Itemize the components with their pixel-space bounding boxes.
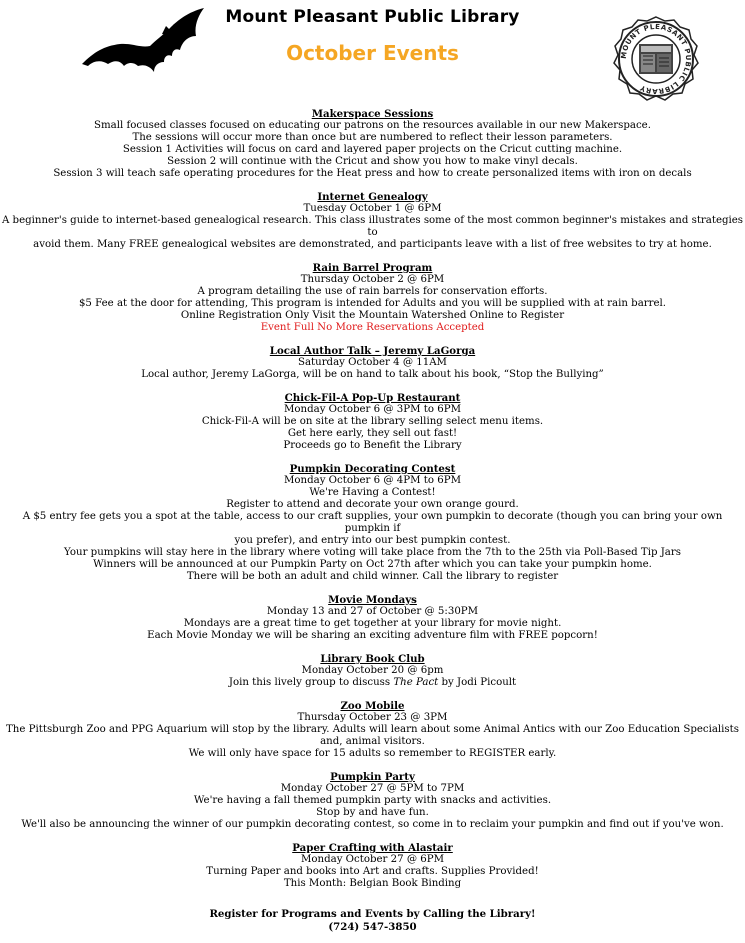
event-chick-fil-a <box>0 392 745 452</box>
event-title: Movie Mondays <box>328 594 417 606</box>
footer <box>0 908 745 934</box>
library-name: Mount Pleasant Public Library <box>225 7 520 27</box>
event-date: Monday October 27 @ 5PM to 7PM <box>280 783 465 794</box>
event-date: Monday 13 and 27 of October @ 5:30PM <box>266 606 479 617</box>
event-line: Online Registration Only Visit the Mountain Watershed Online to Register <box>180 310 565 321</box>
event-title: Library Book Club <box>320 653 425 665</box>
event-line: There will be both an adult and child winner. Call the library to register <box>186 571 559 582</box>
event-line <box>0 677 745 689</box>
event-date: Monday October 20 @ 6pm <box>301 665 444 676</box>
event-line: Local author, Jeremy LaGorga, will be on hand to talk about his book, “Stop the Bullying” <box>141 369 604 380</box>
event-line: Mondays are a great time to get together at your library for movie night. <box>183 618 562 629</box>
event-date: Thursday October 23 @ 3PM <box>297 712 448 723</box>
event-line: Proceeds go to Benefit the Library <box>283 440 462 451</box>
event-paper-crafting <box>0 842 745 890</box>
event-line: Your pumpkins will stay here in the library where voting will take place from the 7th to the 25th via Poll-Based Tip Jars <box>64 547 681 558</box>
event-pumpkin-party <box>0 771 745 831</box>
event-title: Rain Barrel Program <box>312 262 433 274</box>
event-line: We'll also be announcing the winner of our pumpkin decorating contest, so come in to reclaim your pumpkin and find out if you've won. <box>21 819 724 830</box>
event-line: Get here early, they sell out fast! <box>287 428 458 439</box>
event-rain-barrel <box>0 262 745 334</box>
event-title: Internet Genealogy <box>317 191 428 203</box>
event-line: you prefer), and entry into our best pumpkin contest. <box>234 535 511 546</box>
phone-number: (724) 547-3850 <box>328 921 417 933</box>
event-title: Pumpkin Party <box>330 771 415 783</box>
book-line-prefix: Join this lively group to discuss <box>228 677 394 688</box>
book-line-suffix: by Jodi Picoult <box>438 677 517 688</box>
event-zoo-mobile <box>0 700 745 760</box>
event-date: Monday October 27 @ 6PM <box>300 854 445 865</box>
event-internet-genealogy <box>0 191 745 251</box>
event-line: Session 2 will continue with the Cricut and show you how to make vinyl decals. <box>167 156 578 167</box>
event-line: Register to attend and decorate your own orange gourd. <box>226 499 519 510</box>
event-line: Small focused classes focused on educating our patrons on the resources available in our new Makerspace. <box>94 120 651 131</box>
event-full-notice: Event Full No More Reservations Accepted <box>260 322 485 333</box>
event-title: Chick-Fil-A Pop-Up Restaurant <box>284 392 461 404</box>
event-makerspace <box>0 108 745 180</box>
event-line: We will only have space for 15 adults so remember to REGISTER early. <box>188 748 557 759</box>
event-line: The sessions will occur more than once but are numbered to reflect their lesson parameters. <box>132 132 613 143</box>
event-date: Monday October 6 @ 4PM to 6PM <box>283 475 462 486</box>
event-pumpkin-contest <box>0 463 745 583</box>
book-title: The Pact <box>393 677 439 688</box>
register-line: Register for Programs and Events by Calling the Library! <box>209 908 536 920</box>
event-author-talk <box>0 345 745 381</box>
event-line: Chick-Fil-A will be on site at the library selling select menu items. <box>201 416 544 427</box>
event-title: Paper Crafting with Alastair <box>292 842 453 854</box>
event-title: Makerspace Sessions <box>311 108 434 120</box>
event-line: A beginner's guide to internet-based genealogical research. This class illustrates some of the most common beginner's mistakes and strategies to <box>1 215 744 238</box>
event-date: Saturday October 4 @ 11AM <box>297 357 447 368</box>
event-title: Zoo Mobile <box>340 700 405 712</box>
event-line: Session 3 will teach safe operating procedures for the Heat press and how to create personalized items with iron on decals <box>53 168 692 179</box>
event-date: Thursday October 2 @ 6PM <box>300 274 445 285</box>
event-line: and, animal visitors. <box>320 736 425 747</box>
event-line: Turning Paper and books into Art and crafts. Supplies Provided! <box>206 866 539 877</box>
seal-text: MOUNT PLEASANT PUBLIC LIBRARY <box>619 22 693 96</box>
event-line: The Pittsburgh Zoo and PPG Aquarium will stop by the library. Adults will learn about some Animal Antics with our Zoo Education Specialists <box>6 724 739 735</box>
event-title: Local Author Talk – Jeremy LaGorga <box>269 345 476 357</box>
events-list <box>0 108 745 901</box>
event-line: A program detailing the use of rain barrels for conservation efforts. <box>197 286 548 297</box>
event-line: Winners will be announced at our Pumpkin Party on Oct 27th after which you can take your pumpkin home. <box>93 559 652 570</box>
event-date: Tuesday October 1 @ 6PM <box>303 203 442 214</box>
event-line: Session 1 Activities will focus on card and layered paper projects on the Cricut cutting machine. <box>122 144 623 155</box>
event-line: This Month: Belgian Book Binding <box>283 878 462 889</box>
event-line: Each Movie Monday we will be sharing an exciting adventure film with FREE popcorn! <box>147 630 598 641</box>
event-line: Stop by and have fun. <box>316 807 429 818</box>
event-movie-mondays <box>0 594 745 642</box>
event-line: A $5 entry fee gets you a spot at the table, access to our craft supplies, your own pumpkin to decorate (though you can bring your own pumpkin if <box>22 511 723 534</box>
event-line: avoid them. Many FREE genealogical websites are demonstrated, and participants leave with a list of free websites to try at home. <box>33 239 712 250</box>
event-line: $5 Fee at the door for attending, This program is intended for Adults and you will be supplied with at rain barrel. <box>78 298 667 309</box>
event-title: Pumpkin Decorating Contest <box>289 463 456 475</box>
page-title: October Events <box>286 41 459 65</box>
event-line: We're Having a Contest! <box>309 487 436 498</box>
event-book-club <box>0 653 745 689</box>
event-date: Monday October 6 @ 3PM to 6PM <box>283 404 462 415</box>
event-line: We're having a fall themed pumpkin party with snacks and activities. <box>193 795 552 806</box>
